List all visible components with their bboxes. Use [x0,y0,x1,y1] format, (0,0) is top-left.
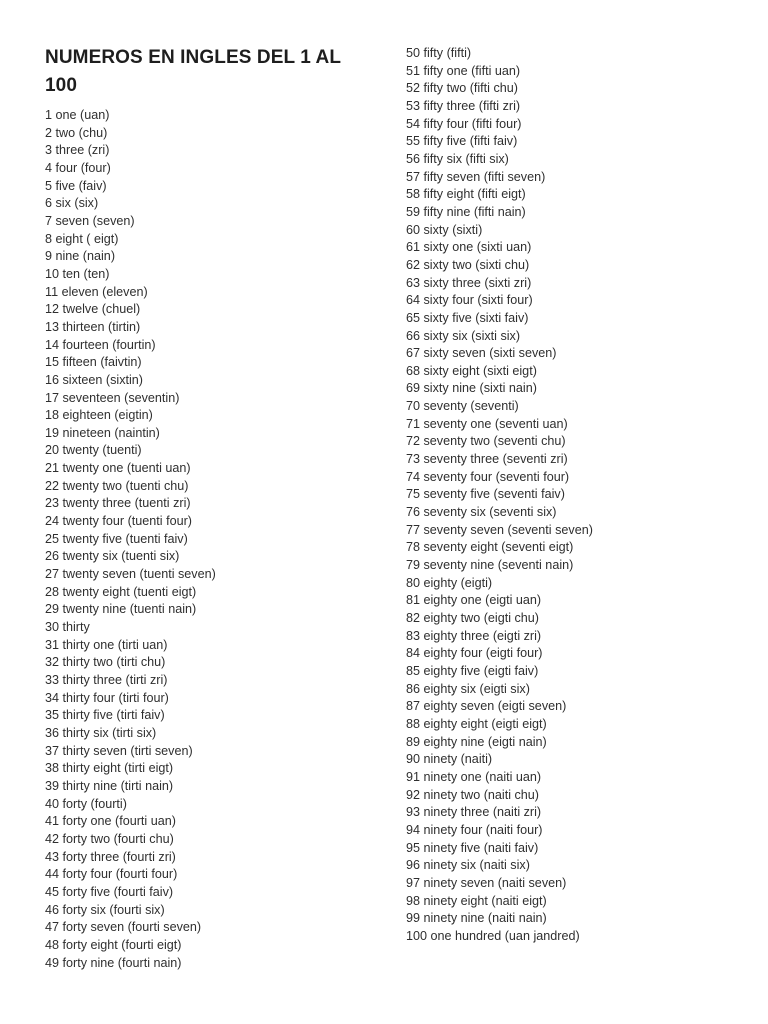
list-item: 69 sixty nine (sixti nain) [406,381,537,396]
list-item: 92 ninety two (naiti chu) [406,787,540,802]
list-item: 63 sixty three (sixti zri) [406,275,532,290]
list-item: 5 five (faiv) [45,178,107,193]
list-item: 19 nineteen (naintin) [45,425,160,440]
list-item: 21 twenty one (tuenti uan) [45,461,191,476]
number-list-left [45,107,216,972]
list-item: 24 twenty four (tuenti four) [45,514,192,529]
list-item: 94 ninety four (naiti four) [406,822,543,837]
list-item: 50 fifty (fifti) [406,46,472,60]
list-item: 73 seventy three (seventi zri) [406,452,568,467]
list-item: 4 four (four) [45,160,111,175]
list-item: 80 eighty (eigti) [406,575,493,590]
list-item: 91 ninety one (naiti uan) [406,769,542,784]
list-item: 35 thirty five (tirti faiv) [45,708,165,723]
list-item: 84 eighty four (eigti four) [406,646,543,661]
list-item: 18 eighteen (eigtin) [45,408,153,423]
list-item: 71 seventy one (seventi uan) [406,416,568,431]
list-item: 9 nine (nain) [45,249,116,264]
list-item: 8 eight ( eigt) [45,231,119,246]
list-item: 6 six (six) [45,196,99,211]
list-item: 29 twenty nine (tuenti nain) [45,602,197,617]
list-item: 42 forty two (fourti chu) [45,831,174,846]
list-item: 78 seventy eight (seventi eigt) [406,540,574,555]
list-item: 38 thirty eight (tirti eigt) [45,761,174,776]
list-item: 95 ninety five (naiti faiv) [406,840,539,855]
list-item: 47 forty seven (fourti seven) [45,920,202,935]
list-item: 76 seventy six (seventi six) [406,505,557,520]
list-item: 39 thirty nine (tirti nain) [45,778,174,793]
list-item: 67 sixty seven (sixti seven) [406,346,557,361]
list-item: 66 sixty six (sixti six) [406,328,521,343]
list-item: 96 ninety six (naiti six) [406,858,530,873]
list-item: 22 twenty two (tuenti chu) [45,478,189,493]
list-item: 86 eighty six (eigti six) [406,681,530,696]
list-item: 57 fifty seven (fifti seven) [406,169,546,184]
list-item: 3 three (zri) [45,143,110,158]
list-item: 100 one hundred (uan jandred) [406,928,580,943]
number-list-right [406,45,593,945]
list-item: 72 seventy two (seventi chu) [406,434,566,449]
list-item: 82 eighty two (eigti chu) [406,611,540,625]
list-item: 51 fifty one (fifti uan) [406,63,521,78]
list-item: 98 ninety eight (naiti eigt) [406,893,547,908]
list-item: 45 forty five (fourti faiv) [45,884,174,899]
document-title: NUMEROS EN INGLES DEL 1 AL 100 [45,47,341,96]
list-item: 40 forty (fourti) [45,796,127,811]
list-item: 20 twenty (tuenti) [45,443,142,458]
list-item: 37 thirty seven (tirti seven) [45,743,193,758]
list-item: 28 twenty eight (tuenti eigt) [45,584,197,599]
list-item: 43 forty three (fourti zri) [45,849,176,864]
list-item: 23 twenty three (tuenti zri) [45,496,191,511]
list-item: 10 ten (ten) [45,266,110,281]
list-item: 12 twelve (chuel) [45,302,141,317]
list-item: 89 eighty nine (eigti nain) [406,734,547,749]
list-item: 34 thirty four (tirti four) [45,690,169,705]
list-item: 77 seventy seven (seventi seven) [406,522,593,537]
list-item: 97 ninety seven (naiti seven) [406,875,567,890]
list-item: 75 seventy five (seventi faiv) [406,487,565,502]
list-item: 1 one (uan) [45,108,110,122]
list-item: 2 two (chu) [45,125,108,140]
list-item: 7 seven (seven) [45,213,135,228]
list-item: 44 forty four (fourti four) [45,867,178,882]
list-item: 85 eighty five (eigti faiv) [406,663,539,678]
list-item: 58 fifty eight (fifti eigt) [406,187,526,202]
list-item: 15 fifteen (faivtin) [45,355,142,370]
list-item: 93 ninety three (naiti zri) [406,805,542,820]
list-item: 16 sixteen (sixtin) [45,372,143,387]
list-item: 52 fifty two (fifti chu) [406,81,518,96]
list-item: 14 fourteen (fourtin) [45,337,156,352]
list-item: 25 twenty five (tuenti faiv) [45,531,188,546]
list-item: 33 thirty three (tirti zri) [45,673,168,687]
list-item: 36 thirty six (tirti six) [45,725,157,740]
list-item: 55 fifty five (fifti faiv) [406,134,518,149]
list-item: 46 forty six (fourti six) [45,902,165,917]
list-item: 90 ninety (naiti) [406,752,493,767]
list-item: 74 seventy four (seventi four) [406,469,570,484]
list-item: 17 seventeen (seventin) [45,390,180,405]
list-item: 79 seventy nine (seventi nain) [406,558,574,573]
list-item: 49 forty nine (fourti nain) [45,955,182,970]
list-item: 99 ninety nine (naiti nain) [406,911,547,926]
list-item: 81 eighty one (eigti uan) [406,593,542,608]
list-item: 59 fifty nine (fifti nain) [406,204,526,219]
list-item: 53 fifty three (fifti zri) [406,98,521,113]
list-item: 30 thirty [45,620,90,635]
list-item: 68 sixty eight (sixti eigt) [406,363,537,378]
list-item: 64 sixty four (sixti four) [406,293,533,308]
list-item: 54 fifty four (fifti four) [406,116,522,131]
list-item: 11 eleven (eleven) [45,284,148,299]
list-item: 70 seventy (seventi) [406,399,519,414]
list-item: 56 fifty six (fifti six) [406,151,509,166]
list-item: 32 thirty two (tirti chu) [45,655,166,670]
list-item: 41 forty one (fourti uan) [45,814,176,829]
list-item: 31 thirty one (tirti uan) [45,637,168,652]
list-item: 83 eighty three (eigti zri) [406,628,542,643]
list-item: 27 twenty seven (tuenti seven) [45,567,216,582]
list-item: 61 sixty one (sixti uan) [406,240,532,255]
list-item: 65 sixty five (sixti faiv) [406,310,529,325]
list-item: 88 eighty eight (eigti eigt) [406,716,547,731]
list-item: 62 sixty two (sixti chu) [406,257,530,272]
list-item: 87 eighty seven (eigti seven) [406,699,567,714]
list-item: 48 forty eight (fourti eigt) [45,937,182,952]
list-item: 13 thirteen (tirtin) [45,319,141,334]
list-item: 60 sixty (sixti) [406,222,483,237]
list-item: 26 twenty six (tuenti six) [45,549,180,564]
